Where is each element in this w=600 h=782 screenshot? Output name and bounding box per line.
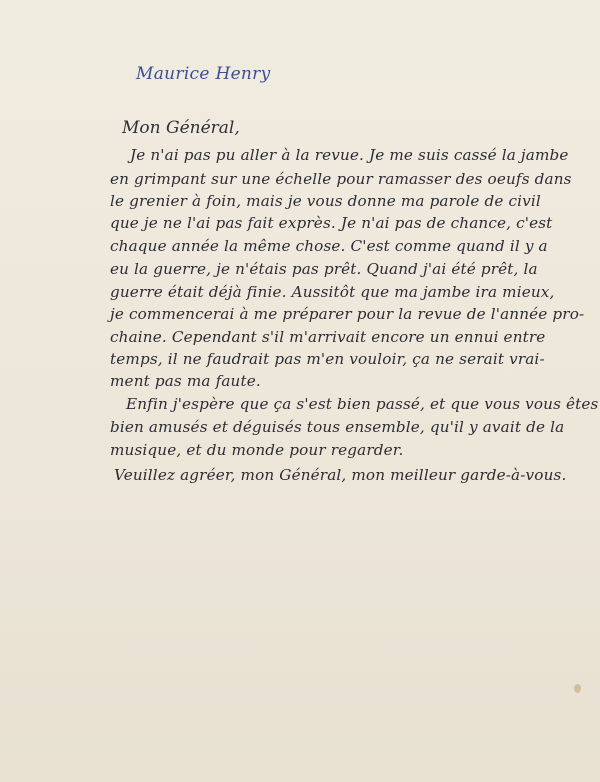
letter-greeting: Mon Général,	[122, 118, 240, 138]
letter-line: je commencerai à me préparer pour la revue de l'année pro-	[110, 305, 585, 323]
letter-line: bien amusés et déguisés tous ensemble, qu'il y avait de la	[110, 418, 565, 436]
letter-line: chaine. Cependant s'il m'arrivait encore un ennui entre	[110, 328, 546, 346]
letter-line: temps, il ne faudrait pas m'en vouloir, ça ne serait vrai-	[110, 350, 545, 368]
letter-line: Enfin j'espère que ça s'est bien passé, et que vous vous êtes	[126, 395, 599, 413]
letter-line: Veuillez agréer, mon Général, mon meilleur garde-à-vous.	[114, 466, 567, 484]
letter-line: musique, et du monde pour regarder.	[110, 441, 404, 459]
paper-stain	[574, 684, 581, 693]
letter-line: que je ne l'ai pas fait exprès. Je n'ai pas de chance, c'est	[110, 214, 553, 232]
letter-line: en grimpant sur une échelle pour ramasser des oeufs dans	[110, 170, 572, 188]
author-signature: Maurice Henry	[136, 64, 271, 84]
letter-line: Je n'ai pas pu aller à la revue. Je me suis cassé la jambe	[130, 146, 569, 164]
letter-line: ment pas ma faute.	[110, 372, 261, 390]
letter-line: guerre était déjà finie. Aussitôt que ma jambe ira mieux,	[110, 283, 555, 301]
letter-line: le grenier à foin, mais je vous donne ma parole de civil	[110, 192, 541, 210]
letter-line: eu la guerre, je n'étais pas prêt. Quand j'ai été prêt, la	[110, 260, 538, 278]
letter-line: chaque année la même chose. C'est comme quand il y a	[110, 237, 548, 255]
